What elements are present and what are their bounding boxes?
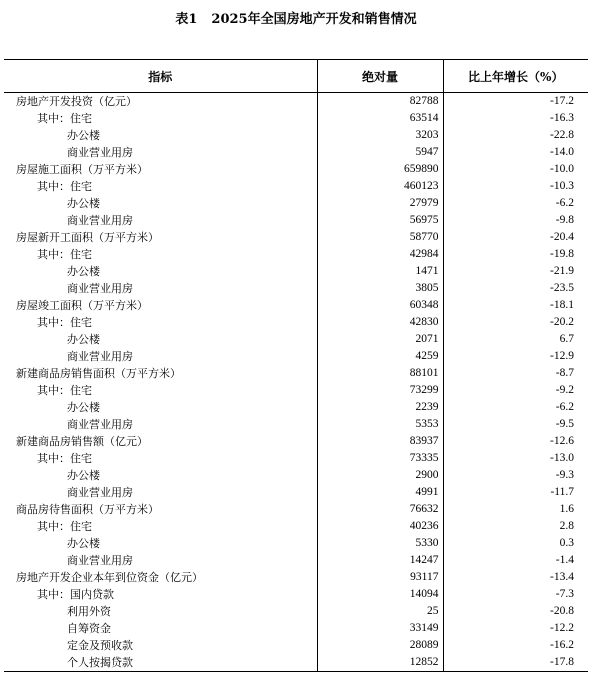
table-row — [4, 212, 588, 229]
row-yoy-growth: -12.6 — [443, 433, 588, 450]
row-yoy-growth: -6.2 — [443, 399, 588, 416]
table-number: 表1 — [175, 12, 198, 27]
table-row — [4, 450, 588, 467]
row-absolute-value: 2900 — [317, 467, 443, 484]
data-table — [4, 59, 588, 672]
row-yoy-growth: 1.6 — [443, 501, 588, 518]
table-row — [4, 246, 588, 263]
header-indicator: 指标 — [4, 60, 317, 93]
row-absolute-value: 73299 — [317, 382, 443, 399]
row-yoy-growth: -11.7 — [443, 484, 588, 501]
row-absolute-value: 5947 — [317, 144, 443, 161]
table-row — [4, 110, 588, 127]
row-yoy-growth: -7.3 — [443, 586, 588, 603]
table-row — [4, 552, 588, 569]
table-row — [4, 620, 588, 637]
table-row — [4, 416, 588, 433]
table-row — [4, 127, 588, 144]
row-yoy-growth: 0.3 — [443, 535, 588, 552]
row-yoy-growth: -13.4 — [443, 569, 588, 586]
row-yoy-growth: -9.2 — [443, 382, 588, 399]
row-yoy-growth: -20.2 — [443, 314, 588, 331]
table-row — [4, 229, 588, 246]
row-absolute-value: 2239 — [317, 399, 443, 416]
row-yoy-growth: 2.8 — [443, 518, 588, 535]
table-row — [4, 569, 588, 586]
row-yoy-growth: -22.8 — [443, 127, 588, 144]
row-indicator: 其中：住宅 — [37, 520, 92, 533]
row-indicator: 房屋竣工面积（万平方米） — [16, 299, 148, 312]
row-yoy-growth: -14.0 — [443, 144, 588, 161]
row-indicator: 办公楼 — [67, 537, 100, 550]
row-yoy-growth: -12.2 — [443, 620, 588, 637]
row-absolute-value: 460123 — [317, 178, 443, 195]
row-indicator: 商品房待售面积（万平方米） — [16, 503, 159, 516]
row-absolute-value: 60348 — [317, 297, 443, 314]
row-absolute-value: 58770 — [317, 229, 443, 246]
row-indicator: 办公楼 — [67, 401, 100, 414]
row-indicator: 房地产开发投资（亿元） — [16, 95, 137, 108]
row-absolute-value: 28089 — [317, 637, 443, 654]
row-indicator: 其中：住宅 — [37, 384, 92, 397]
row-absolute-value: 83937 — [317, 433, 443, 450]
row-yoy-growth: -19.8 — [443, 246, 588, 263]
row-indicator: 其中：住宅 — [37, 112, 92, 125]
row-indicator: 个人按揭贷款 — [4, 654, 317, 672]
table-row — [4, 144, 588, 161]
table-row — [4, 195, 588, 212]
row-indicator: 其中：国内贷款 — [37, 588, 114, 601]
row-absolute-value: 27979 — [317, 195, 443, 212]
row-indicator: 办公楼 — [67, 333, 100, 346]
row-absolute-value: 12852 — [317, 654, 443, 672]
row-indicator: 商业营业用房 — [67, 282, 133, 295]
table-row — [4, 365, 588, 382]
row-yoy-growth: -21.9 — [443, 263, 588, 280]
table-row — [4, 467, 588, 484]
row-yoy-growth: -12.9 — [443, 348, 588, 365]
table-header — [4, 60, 588, 93]
table-row — [4, 93, 588, 111]
table-row — [4, 654, 588, 672]
row-indicator: 其中：住宅 — [37, 248, 92, 261]
row-yoy-growth: -1.4 — [443, 552, 588, 569]
table-row — [4, 263, 588, 280]
row-yoy-growth: -8.7 — [443, 365, 588, 382]
row-indicator: 定金及预收款 — [67, 639, 133, 652]
row-indicator: 商业营业用房 — [67, 418, 133, 431]
row-indicator: 新建商品房销售面积（万平方米） — [16, 367, 181, 380]
row-yoy-growth: -10.0 — [443, 161, 588, 178]
row-absolute-value: 3203 — [317, 127, 443, 144]
header-absolute-value: 绝对量 — [317, 60, 443, 93]
row-indicator: 其中：住宅 — [37, 452, 92, 465]
table-row — [4, 484, 588, 501]
document-title — [0, 8, 592, 27]
row-absolute-value: 25 — [317, 603, 443, 620]
table-body — [4, 93, 588, 672]
row-absolute-value: 82788 — [317, 93, 443, 111]
row-absolute-value: 14094 — [317, 586, 443, 603]
row-yoy-growth: -16.3 — [443, 110, 588, 127]
row-absolute-value: 56975 — [317, 212, 443, 229]
header-row — [4, 60, 588, 93]
table-row — [4, 161, 588, 178]
table-title: 2025年全国房地产开发和销售情况 — [211, 12, 417, 27]
row-absolute-value: 93117 — [317, 569, 443, 586]
row-absolute-value: 42984 — [317, 246, 443, 263]
row-absolute-value: 42830 — [317, 314, 443, 331]
row-absolute-value: 4991 — [317, 484, 443, 501]
row-yoy-growth: -6.2 — [443, 195, 588, 212]
row-absolute-value: 1471 — [317, 263, 443, 280]
row-indicator: 商业营业用房 — [67, 486, 133, 499]
row-indicator: 办公楼 — [67, 197, 100, 210]
row-absolute-value: 73335 — [317, 450, 443, 467]
row-indicator: 办公楼 — [67, 469, 100, 482]
table-row — [4, 348, 588, 365]
row-indicator: 其中：住宅 — [37, 180, 92, 193]
table-row — [4, 331, 588, 348]
table-row — [4, 280, 588, 297]
row-yoy-growth: -9.3 — [443, 467, 588, 484]
row-yoy-growth: -20.4 — [443, 229, 588, 246]
row-yoy-growth: -10.3 — [443, 178, 588, 195]
row-absolute-value: 2071 — [317, 331, 443, 348]
row-yoy-growth: -17.2 — [443, 93, 588, 111]
row-indicator: 自筹资金 — [67, 622, 111, 635]
table-row — [4, 603, 588, 620]
row-absolute-value: 14247 — [317, 552, 443, 569]
row-indicator: 新建商品房销售额（亿元） — [16, 435, 148, 448]
row-absolute-value: 33149 — [317, 620, 443, 637]
table-row — [4, 314, 588, 331]
row-absolute-value: 5353 — [317, 416, 443, 433]
row-absolute-value: 40236 — [317, 518, 443, 535]
row-absolute-value: 63514 — [317, 110, 443, 127]
row-indicator: 办公楼 — [67, 265, 100, 278]
row-yoy-growth: -16.2 — [443, 637, 588, 654]
row-yoy-growth: -23.5 — [443, 280, 588, 297]
table-row — [4, 501, 588, 518]
row-yoy-growth: -9.8 — [443, 212, 588, 229]
row-absolute-value: 3805 — [317, 280, 443, 297]
row-absolute-value: 659890 — [317, 161, 443, 178]
row-absolute-value: 4259 — [317, 348, 443, 365]
row-indicator: 商业营业用房 — [67, 146, 133, 159]
row-yoy-growth: -13.0 — [443, 450, 588, 467]
table-row — [4, 178, 588, 195]
row-yoy-growth: -9.5 — [443, 416, 588, 433]
table-row — [4, 637, 588, 654]
row-indicator: 利用外资 — [67, 605, 111, 618]
row-absolute-value: 88101 — [317, 365, 443, 382]
row-yoy-growth: -17.8 — [443, 654, 588, 672]
row-absolute-value: 76632 — [317, 501, 443, 518]
row-indicator: 商业营业用房 — [67, 350, 133, 363]
row-indicator: 房屋新开工面积（万平方米） — [16, 231, 159, 244]
table-row — [4, 535, 588, 552]
row-indicator: 商业营业用房 — [67, 554, 133, 567]
row-yoy-growth: -18.1 — [443, 297, 588, 314]
table-row — [4, 586, 588, 603]
row-absolute-value: 5330 — [317, 535, 443, 552]
table-row — [4, 382, 588, 399]
table-row — [4, 518, 588, 535]
row-indicator: 商业营业用房 — [67, 214, 133, 227]
row-indicator: 房屋施工面积（万平方米） — [16, 163, 148, 176]
row-yoy-growth: -20.8 — [443, 603, 588, 620]
row-indicator: 其中：住宅 — [37, 316, 92, 329]
row-indicator: 办公楼 — [67, 129, 100, 142]
table-row — [4, 433, 588, 450]
table-row — [4, 399, 588, 416]
row-indicator: 房地产开发企业本年到位资金（亿元） — [16, 571, 203, 584]
row-yoy-growth: 6.7 — [443, 331, 588, 348]
table-row — [4, 297, 588, 314]
header-yoy-growth: 比上年增长（%） — [443, 60, 588, 93]
